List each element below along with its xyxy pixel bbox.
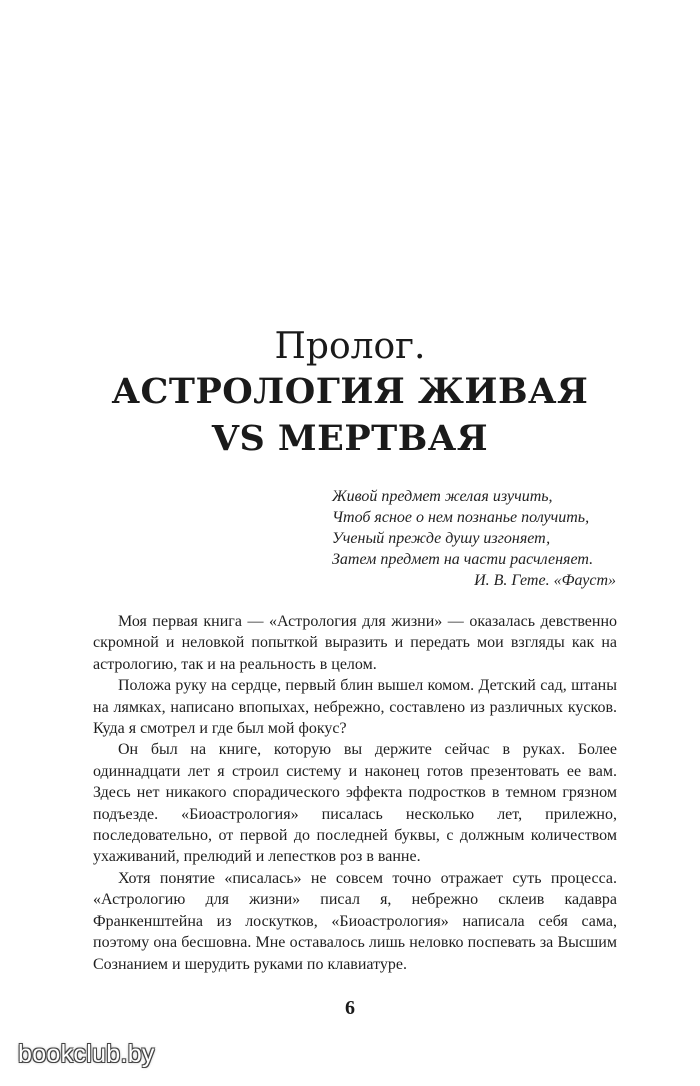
paragraph: Хотя понятие «писалась» не совсем точно отражает суть процесса. «Астрологию для жизни» писал я, небрежно склеив кадавра Франкенштейна из лоскутков, «Биоастрология» написала себя сама, поэтому она бесшовна. Мне оставалось лишь неловко поспевать за Высшим Сознанием и шерудить руками по клавиатуре.	[93, 869, 617, 973]
epigraph-line: Чтоб ясное о нем познанье получить,	[332, 509, 590, 526]
paragraph: Моя первая книга — «Астрология для жизни» — оказалась девственно скромной и неловкой попыткой выразить и передать мои взгляды как на астрологию, так и на реальность в целом.	[93, 613, 617, 673]
body-text	[93, 611, 617, 975]
title-main-line2: VS МЕРТВАЯ	[211, 418, 489, 459]
watermark: bookclub.by	[18, 1040, 155, 1068]
epigraph-line: Живой предмет желая изучить,	[332, 488, 553, 505]
epigraph-line: Затем предмет на части расчленяет.	[332, 551, 594, 568]
epigraph	[332, 486, 616, 591]
epigraph-line: Ученый прежде душу изгоняет,	[332, 530, 551, 547]
title-prologue: Пролог.	[274, 326, 426, 367]
paragraph: Положа руку на сердце, первый блин вышел комом. Детский сад, штаны на лямках, написано впопыхах, небрежно, составлено из различных кусков. Куда я смотрел и где был мой фокус?	[93, 677, 617, 738]
epigraph-attribution: И. В. Гете. «Фауст»	[474, 572, 616, 589]
paragraph: Он был на книге, которую вы держите сейчас в руках. Более одиннадцати лет я строил систему и наконец готов презентовать ее вам. Здесь нет никакого спорадического эффекта подростков в темном грязном подъезде. «Биоастрология» писалась несколько лет, прилежно, последовательно, от первой до последней буквы, с должным количеством ухаживаний, прелюдий и лепестков роз в ванне.	[93, 741, 617, 866]
title-main-line1: АСТРОЛОГИЯ ЖИВАЯ	[111, 371, 589, 412]
chapter-title	[0, 326, 700, 462]
page-number: 6	[345, 997, 355, 1019]
